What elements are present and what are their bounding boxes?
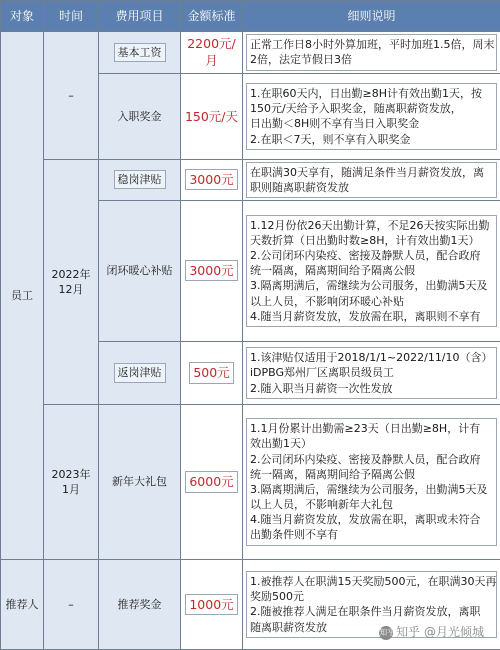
group-referrer-label: 推荐人 <box>5 597 39 611</box>
detail-line: 出勤条件则不享有 <box>250 528 338 542</box>
table-row <box>1 32 500 74</box>
amount-value: 500元 <box>189 362 233 383</box>
header-item: 费用项目 <box>99 1 181 32</box>
period-month: 12月 <box>58 282 84 296</box>
group-staff-cell <box>1 32 44 560</box>
detail-line: 效出勤1天） <box>250 437 312 451</box>
amount-cell <box>181 404 243 559</box>
header-time: 时间 <box>44 1 99 32</box>
amount-value: 1000元 <box>185 594 237 615</box>
detail-box <box>246 83 497 150</box>
detail-line: iDPBG郑州厂区离职员级员工 <box>250 366 395 380</box>
amount-value: 150元/天 <box>184 108 239 124</box>
item-cell <box>99 559 181 649</box>
detail-line: 2.随入职当月薪资一次性发放 <box>250 381 393 395</box>
detail-line: 奖励500元 <box>250 590 304 604</box>
period-cell <box>44 559 99 649</box>
item-label: 闭环暖心补贴 <box>106 264 173 278</box>
detail-box <box>246 347 497 399</box>
detail-line: 以上人员，不影响新年大礼包 <box>250 498 393 512</box>
detail-cell <box>243 342 500 405</box>
group-staff-label: 员工 <box>11 288 33 302</box>
detail-cell <box>243 159 500 200</box>
item-label: 推荐奖金 <box>117 597 162 611</box>
detail-line: 3.隔离期满后，需继续为公司服务，出勤满5天及 <box>250 279 488 293</box>
item-label: 稳岗津贴 <box>114 170 166 189</box>
detail-cell <box>243 200 500 341</box>
detail-box <box>246 34 497 70</box>
period-label: – <box>68 88 74 102</box>
watermark-text: 知乎 @月光倾城 <box>396 625 484 639</box>
item-cell <box>99 32 181 74</box>
detail-line: 4.随当月薪资发放，发放需在职，离职或未符合 <box>250 513 481 527</box>
detail-line: 2.在职＜7天，则不享有入职奖金 <box>250 132 411 146</box>
detail-cell <box>243 404 500 559</box>
detail-line: 正常工作日8小时外算加班，平时加班1.5倍，周末 <box>250 38 495 52</box>
amount-value: 3000元 <box>185 169 237 190</box>
detail-line: 1.1月份累计出勤需≥23天（日出勤≥8H，计有 <box>250 422 481 436</box>
amount-cell <box>181 559 243 649</box>
period-label: – <box>68 597 74 611</box>
period-cell <box>44 159 99 404</box>
header-details: 细则说明 <box>243 1 500 32</box>
amount-value: 2200元/月 <box>187 36 236 69</box>
period-year: 2022年 <box>51 267 91 281</box>
detail-line: 2倍，法定节假日3倍 <box>250 53 352 67</box>
item-label: 入职奖金 <box>117 109 162 123</box>
item-cell <box>99 73 181 159</box>
detail-box <box>246 215 497 327</box>
header-amount: 金额标准 <box>181 1 243 32</box>
item-cell <box>99 404 181 559</box>
detail-line: 统一隔离，隔离期间给予隔离公假 <box>250 467 415 481</box>
detail-line: 统一隔离，隔离期间给予隔离公假 <box>250 264 415 278</box>
amount-cell <box>181 32 243 74</box>
period-cell <box>44 404 99 559</box>
detail-line: 以上人员，不影响闭环暖心补贴 <box>250 294 404 308</box>
period-cell <box>44 32 99 160</box>
zhihu-logo-icon: 知乎 <box>379 626 393 640</box>
detail-line: 1.被推荐人在职满15天奖励500元，在职满30天再 <box>250 575 497 589</box>
detail-line: 1.12月份依26天出勤计算，不足26天按实际出勤 <box>250 218 490 232</box>
item-label: 基本工资 <box>114 43 166 62</box>
amount-cell <box>181 342 243 405</box>
detail-line: 1.该津贴仅适用于2018/1/1~2022/11/10（含） <box>250 351 493 365</box>
detail-line: 3.隔离期满后，需继续为公司服务，出勤满5天及 <box>250 482 488 496</box>
detail-line: 随离职薪资发放 <box>250 620 327 634</box>
detail-line: 2.公司闭环内染疫、密接及静默人员，配合政府 <box>250 452 481 466</box>
watermark <box>379 623 484 640</box>
period-year: 2023年 <box>51 467 91 481</box>
amount-cell <box>181 73 243 159</box>
amount-cell <box>181 159 243 200</box>
detail-box <box>246 162 497 198</box>
detail-line: 天数折算（日出勤时数≥8H，计有效出勤1天） <box>250 233 480 247</box>
header-row <box>1 1 500 32</box>
detail-line: 1.在职60天内，日出勤≥8H计有效出勤1天，按 <box>250 86 482 100</box>
header-object: 对象 <box>1 1 44 32</box>
detail-cell <box>243 32 500 74</box>
detail-cell <box>243 73 500 159</box>
detail-line: 在职满30天享有，随满足条件当月薪资发放，离 <box>250 165 484 179</box>
detail-box <box>246 418 497 545</box>
detail-line: 日出勤＜8H则不享有当日入职奖金 <box>250 117 420 131</box>
table-row <box>1 159 500 200</box>
amount-cell <box>181 200 243 341</box>
amount-value: 3000元 <box>185 260 237 281</box>
item-label: 新年大礼包 <box>112 475 167 489</box>
period-month: 1月 <box>62 482 80 496</box>
table-row <box>1 404 500 559</box>
item-cell <box>99 159 181 200</box>
item-label: 返岗津贴 <box>114 363 166 382</box>
detail-line: 150元/天给予入职奖金，随离职薪资发放， <box>250 102 462 116</box>
detail-line: 2.公司闭环内染疫、密接及静默人员，配合政府 <box>250 249 481 263</box>
amount-value: 6000元 <box>185 471 237 492</box>
detail-line: 2.随被推荐人满足在职条件当月薪资发放，离职 <box>250 605 481 619</box>
item-cell <box>99 342 181 405</box>
group-referrer-cell <box>1 559 44 649</box>
detail-line: 职则随离职薪资发放 <box>250 180 349 194</box>
detail-line: 4.随当月薪资发放，发放需在职，离职则不享有 <box>250 309 481 323</box>
item-cell <box>99 200 181 341</box>
